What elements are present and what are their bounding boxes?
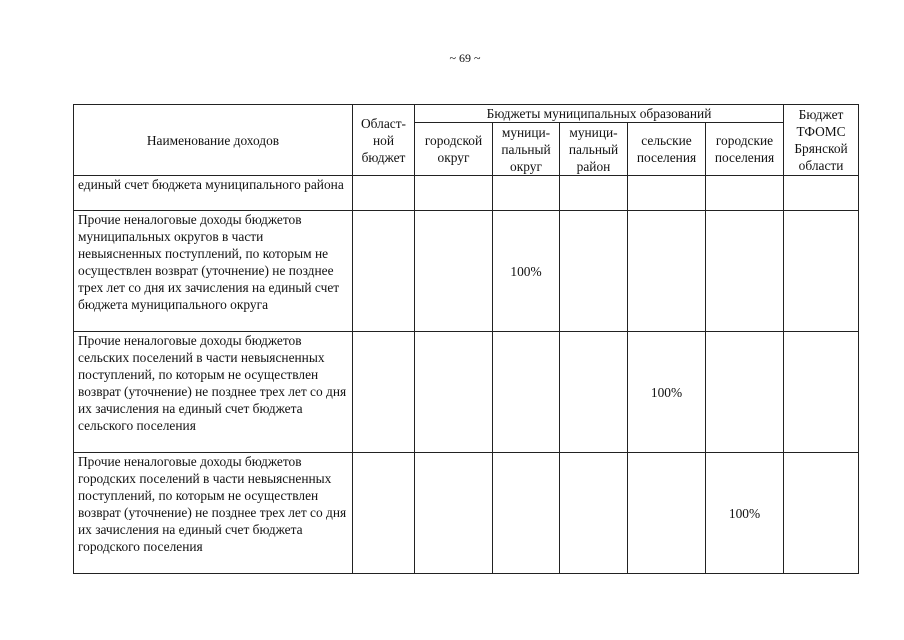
value-cell	[560, 453, 628, 574]
value-cell	[353, 453, 415, 574]
value-cell	[493, 453, 560, 574]
table-row	[74, 211, 859, 332]
value-cell: 100%	[628, 332, 706, 453]
value-cell	[353, 211, 415, 332]
header-municipal-budgets: Бюджеты муниципальных образований	[415, 105, 784, 123]
value-cell	[560, 176, 628, 211]
value-cell	[353, 332, 415, 453]
value-cell	[560, 332, 628, 453]
header-regional-budget: Област- ной бюджет	[353, 105, 415, 176]
value-cell	[628, 453, 706, 574]
value-cell	[706, 332, 784, 453]
value-cell	[784, 332, 859, 453]
revenue-distribution-table	[73, 104, 859, 574]
header-municipal-district: муници- пальный округ	[493, 123, 560, 176]
value-cell	[353, 176, 415, 211]
header-municipal-area: муници- пальный район	[560, 123, 628, 176]
header-income-name: Наименование доходов	[74, 105, 353, 176]
value-cell	[493, 176, 560, 211]
value-cell	[706, 211, 784, 332]
value-cell	[784, 176, 859, 211]
value-cell	[628, 176, 706, 211]
table-row	[74, 453, 859, 574]
header-rural-settlements: сельские поселения	[628, 123, 706, 176]
value-cell	[415, 176, 493, 211]
value-cell	[628, 211, 706, 332]
value-cell	[784, 453, 859, 574]
value-cell	[784, 211, 859, 332]
value-cell	[560, 211, 628, 332]
value-cell	[415, 332, 493, 453]
value-cell: 100%	[493, 211, 560, 332]
income-name-cell: Прочие неналоговые доходы бюджетов муниципальных округов в части невыясненных поступлений, по которым не осуществлен возврат (уточнение) не позднее трех лет со дня их зачисления на единый счет бюджета муниципального округа	[74, 211, 353, 332]
income-name-cell: Прочие неналоговые доходы бюджетов городских поселений в части невыясненных поступлений, по которым не осуществлен возврат (уточнение) не позднее трех лет со дня их зачисления на единый счет бюджета городского поселения	[74, 453, 353, 574]
income-name-cell: единый счет бюджета муниципального района	[74, 176, 353, 211]
table-row	[74, 332, 859, 453]
header-tfoms-budget: Бюджет ТФОМС Брянской области	[784, 105, 859, 176]
header-urban-settlements: городские поселения	[706, 123, 784, 176]
value-cell	[706, 176, 784, 211]
value-cell	[415, 453, 493, 574]
table-row	[74, 176, 859, 211]
value-cell	[415, 211, 493, 332]
page-number: ~ 69 ~	[449, 51, 481, 65]
income-name-cell: Прочие неналоговые доходы бюджетов сельских поселений в части невыясненных поступлений, по которым не осуществлен возврат (уточнение) не позднее трех лет со дня их зачисления на единый счет бюджета сельского поселения	[74, 332, 353, 453]
value-cell: 100%	[706, 453, 784, 574]
value-cell	[493, 332, 560, 453]
header-city-district: городской округ	[415, 123, 493, 176]
